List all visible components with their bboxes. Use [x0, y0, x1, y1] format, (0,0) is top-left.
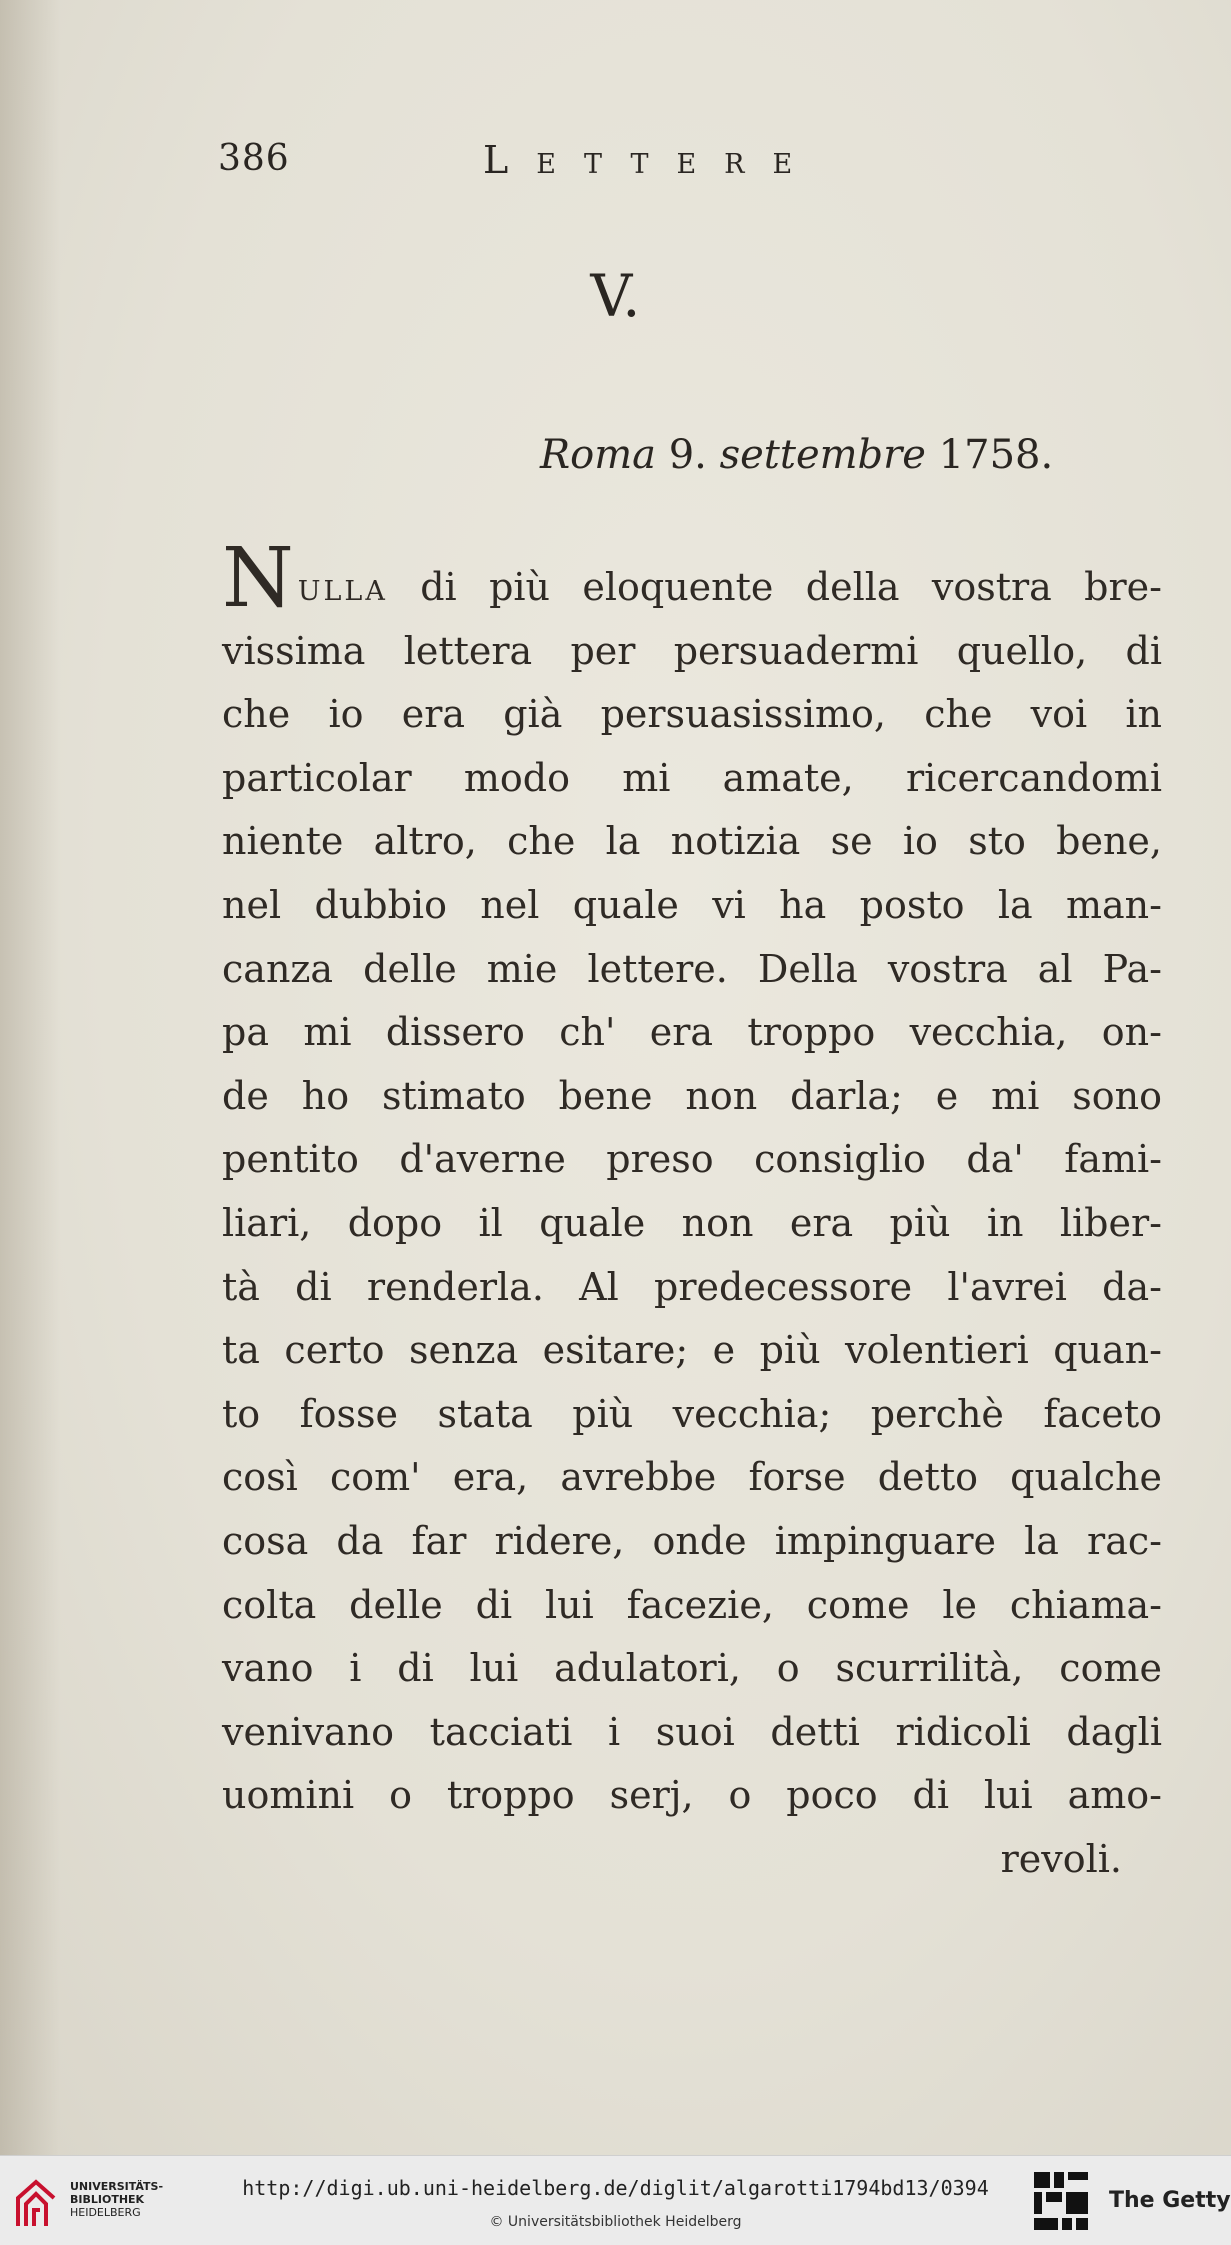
- text-line: tà di renderla. Al predecessore l'avrei da-: [222, 1264, 1162, 1309]
- text-line: uomini o troppo serj, o poco di lui amo-: [222, 1773, 1162, 1818]
- date-year: 1758.: [938, 432, 1054, 478]
- text-line-content: di più eloquente della vostra bre-: [420, 565, 1162, 609]
- text-line: cosa da far ridere, onde impinguare la rac-: [222, 1518, 1162, 1563]
- text-line: liari, dopo il quale non era più in liber-: [222, 1200, 1162, 1245]
- text-line: pentito d'averne preso consiglio da' fami-: [222, 1137, 1162, 1182]
- page-header: [218, 138, 1018, 188]
- text-line: vano i di lui adulatori, o scurrilità, come: [222, 1646, 1162, 1691]
- letter-number: V.: [590, 262, 641, 330]
- first-word-rest: ulla: [297, 565, 388, 609]
- text-line: colta delle di lui facezie, come le chiama-: [222, 1582, 1162, 1627]
- letter-body: [222, 531, 1162, 1891]
- library-name: UNIVERSITÄTS- BIBLIOTHEK HEIDELBERG: [70, 2180, 164, 2219]
- drop-cap: N: [222, 531, 294, 626]
- date-place: Roma: [540, 432, 656, 478]
- text-line: de ho stimato bene non darla; e mi sono: [222, 1073, 1162, 1118]
- page-number: 386: [218, 138, 290, 179]
- text-line: revoli.: [1000, 1836, 1122, 1881]
- text-line: ta certo senza esitare; e più volentieri quan-: [222, 1328, 1162, 1373]
- date-day: 9.: [668, 432, 707, 478]
- running-head: Lettere: [483, 138, 821, 182]
- dateline: [540, 432, 1053, 478]
- permalink-url[interactable]: http://digi.ub.uni-heidelberg.de/diglit/algarotti1794bd13/0394: [242, 2176, 989, 2200]
- getty-logo-icon[interactable]: [1034, 2172, 1088, 2232]
- text-line: pa mi dissero ch' era troppo vecchia, on-: [222, 1010, 1162, 1055]
- text-line: così com' era, avrebbe forse detto qualche: [222, 1455, 1162, 1500]
- text-line: canza delle mie lettere. Della vostra al Pa-: [222, 946, 1162, 991]
- text-line: [222, 531, 1162, 626]
- copyright-notice: © Universitätsbibliothek Heidelberg: [489, 2214, 742, 2230]
- date-month: settembre: [719, 432, 926, 478]
- text-line: particolar modo mi amate, ricercandomi: [222, 755, 1162, 800]
- text-line: venivano tacciati i suoi detti ridicoli dagli: [222, 1709, 1162, 1754]
- text-line: che io era già persuasissimo, che voi in: [222, 692, 1162, 737]
- text-line: nel dubbio nel quale vi ha posto la man-: [222, 882, 1162, 927]
- text-line: vissima lettera per persuadermi quello, di: [222, 628, 1162, 673]
- partner-name: The Getty: [1109, 2188, 1231, 2213]
- text-line: niente altro, che la notizia se io sto bene,: [222, 819, 1162, 864]
- viewer-footer: [0, 2155, 1231, 2245]
- text-line: to fosse stata più vecchia; perchè faceto: [222, 1391, 1162, 1436]
